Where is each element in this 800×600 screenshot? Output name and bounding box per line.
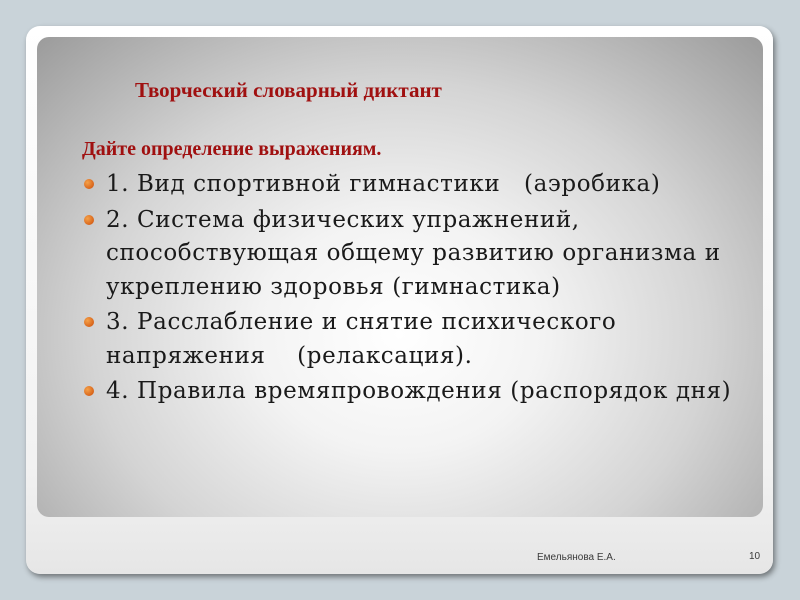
- list-item-text: 2. Система физических упражнений, способствующая общему развитию организма и укреплению здоровья (гимнастика): [106, 206, 729, 300]
- list-item-text: 4. Правила времяпровождения (распорядок дня): [106, 378, 732, 404]
- list-item-text: 3. Расслабление и снятие психического напряжения (релаксация).: [106, 309, 625, 369]
- footer-author: Емельянова Е.А.: [537, 552, 616, 563]
- bullet-icon: [84, 215, 94, 225]
- list-item-text: 1. Вид спортивной гимнастики (аэробика): [106, 171, 661, 197]
- list-item: [82, 375, 742, 409]
- slide-subtitle: Дайте определение выражениям.: [82, 138, 382, 160]
- slide-title: Творческий словарный диктант: [135, 78, 442, 102]
- bullet-icon: [84, 317, 94, 327]
- slide-page-number: 10: [749, 551, 761, 562]
- definition-list: [82, 168, 742, 411]
- list-item: [82, 168, 742, 202]
- bullet-icon: [84, 386, 94, 396]
- list-item: [82, 204, 742, 305]
- list-item: [82, 306, 742, 373]
- bullet-icon: [84, 179, 94, 189]
